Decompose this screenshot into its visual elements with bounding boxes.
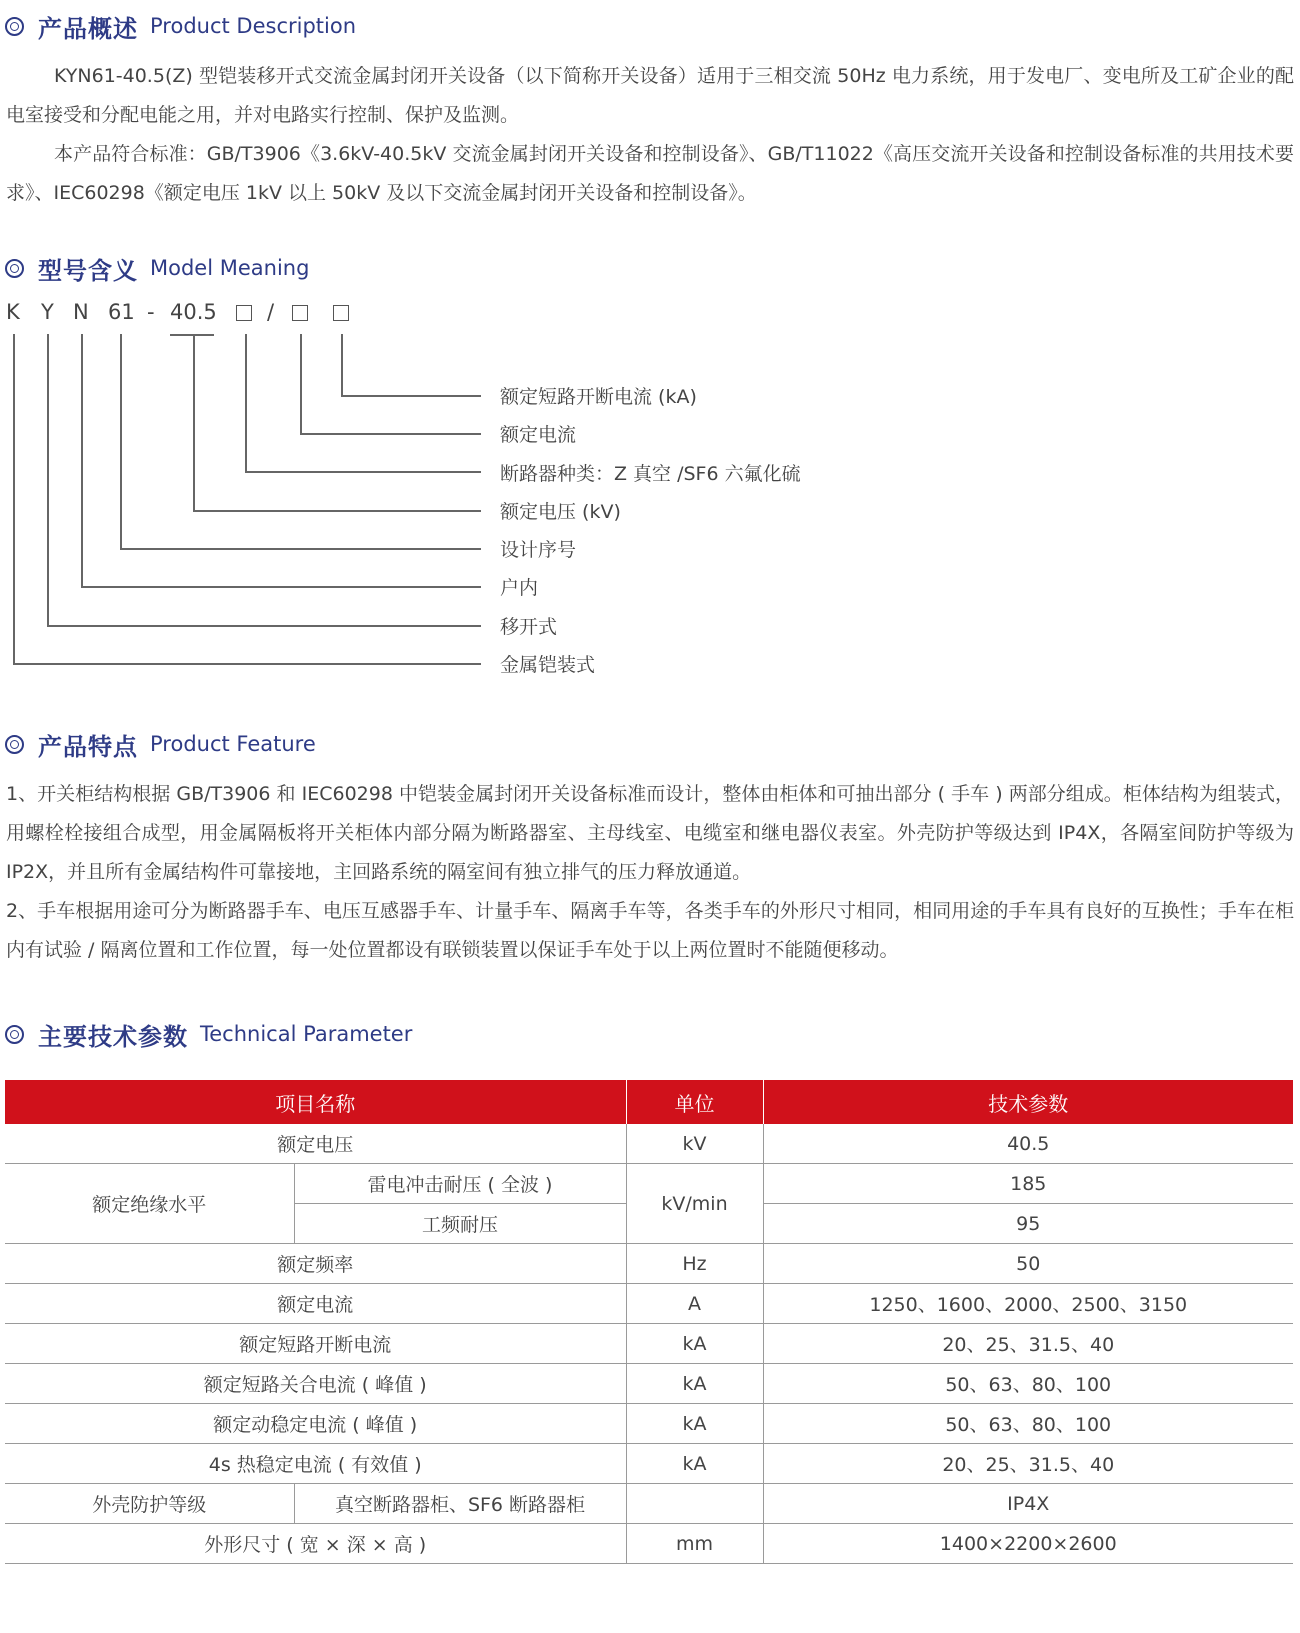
param-sub-name: 雷电冲击耐压 ( 全波 ) <box>294 1164 626 1204</box>
table-row <box>5 1444 1293 1484</box>
code-slash: / <box>267 300 275 324</box>
param-unit: Hz <box>626 1244 763 1284</box>
table-header-row <box>5 1080 1293 1124</box>
table-row <box>5 1364 1293 1404</box>
model-label: 额定电流 <box>500 424 577 446</box>
param-value: 185 <box>763 1164 1293 1204</box>
description-paragraph: KYN61-40.5(Z) 型铠装移开式交流金属封闭开关设备（以下简称开关设备）适用于三相交流 50Hz 电力系统，用于发电厂、变电所及工矿企业的配电室接受和分配电能之用，并对电路实行控制、保护及监测。 <box>6 65 1294 126</box>
table-row <box>5 1524 1293 1564</box>
header-unit: 单位 <box>626 1080 763 1124</box>
double-circle-icon <box>5 735 24 754</box>
param-group-name: 额定绝缘水平 <box>5 1164 294 1244</box>
section-title-technical <box>5 1016 412 1052</box>
param-name: 额定电流 <box>5 1284 626 1324</box>
param-value: 50 <box>763 1244 1293 1284</box>
param-name: 额定短路关合电流 ( 峰值 ) <box>5 1364 626 1404</box>
param-unit: kV <box>626 1124 763 1164</box>
param-name: 外形尺寸 ( 宽 × 深 × 高 ) <box>5 1524 626 1564</box>
param-sub-name: 工频耐压 <box>294 1204 626 1244</box>
model-label: 额定短路开断电流 (kA) <box>500 386 697 408</box>
param-sub-name: 真空断路器柜、SF6 断路器柜 <box>294 1484 626 1524</box>
param-value: 95 <box>763 1204 1293 1244</box>
double-circle-icon <box>5 17 24 36</box>
param-name: 4s 热稳定电流 ( 有效值 ) <box>5 1444 626 1484</box>
code-breaker-box <box>236 305 252 321</box>
code-current-box <box>292 305 308 321</box>
code-voltage: 40.5 <box>170 300 217 324</box>
param-name: 额定电压 <box>5 1124 626 1164</box>
param-unit: mm <box>626 1524 763 1564</box>
header-item-name: 项目名称 <box>5 1080 626 1124</box>
param-name: 额定短路开断电流 <box>5 1324 626 1364</box>
param-value: 1400×2200×2600 <box>763 1524 1293 1564</box>
table-row <box>5 1244 1293 1284</box>
standards-paragraph: 本产品符合标准：GB/T3906《3.6kV-40.5kV 交流金属封闭开关设备和控制设备》、GB/T11022《高压交流开关设备和控制设备标准的共用技术要求》、IEC60298《额定电压 1kV 以上 50kV 及以下交流金属封闭开关设备和控制设备》。 <box>6 143 1294 204</box>
model-label: 断路器种类：Z 真空 /SF6 六氟化硫 <box>500 463 801 485</box>
feature-text <box>6 775 1294 970</box>
section-title-cn: 主要技术参数 <box>38 1022 188 1051</box>
code-k: K <box>6 300 20 324</box>
section-title-cn: 产品概述 <box>38 14 138 43</box>
code-breaking-box <box>333 305 349 321</box>
model-label: 户内 <box>500 577 539 599</box>
param-value: 50、63、80、100 <box>763 1404 1293 1444</box>
code-n: N <box>73 300 89 324</box>
section-title-model <box>5 250 309 286</box>
table-row <box>5 1484 1293 1524</box>
model-label: 金属铠装式 <box>500 654 596 676</box>
model-label: 设计序号 <box>500 539 577 561</box>
section-title-feature <box>5 726 316 762</box>
section-title-en: Model Meaning <box>150 256 310 280</box>
description-text <box>6 57 1294 213</box>
table-row <box>5 1404 1293 1444</box>
technical-parameter-table <box>5 1080 1293 1564</box>
section-title-en: Technical Parameter <box>200 1022 413 1046</box>
section-title-en: Product Feature <box>150 732 316 756</box>
section-title-cn: 产品特点 <box>38 732 138 761</box>
double-circle-icon <box>5 1025 24 1044</box>
code-dash: - <box>147 300 155 324</box>
section-title-cn: 型号含义 <box>38 256 138 285</box>
param-unit: kA <box>626 1364 763 1404</box>
param-unit: A <box>626 1284 763 1324</box>
code-61: 61 <box>108 300 135 324</box>
model-label: 额定电压 (kV) <box>500 501 621 523</box>
header-value: 技术参数 <box>763 1080 1293 1124</box>
table-row <box>5 1284 1293 1324</box>
param-unit <box>626 1484 763 1524</box>
param-name: 额定动稳定电流 ( 峰值 ) <box>5 1404 626 1444</box>
param-value: 20、25、31.5、40 <box>763 1324 1293 1364</box>
param-value: 1250、1600、2000、2500、3150 <box>763 1284 1293 1324</box>
param-value: 50、63、80、100 <box>763 1364 1293 1404</box>
code-y: Y <box>41 300 54 324</box>
section-title-description <box>5 8 356 44</box>
model-label: 移开式 <box>500 616 558 638</box>
table-row <box>5 1124 1293 1164</box>
feature-paragraph: 1、开关柜结构根据 GB/T3906 和 IEC60298 中铠装金属封闭开关设备标准而设计，整体由柜体和可抽出部分 ( 手车 ) 两部分组成。柜体结构为组装式，用螺栓栓接组合成型，用金属隔板将开关柜体内部分隔为断路器室、主母线室、电缆室和继电器仪表室。外壳防护等级达到 IP4X，各隔室间防护等级为 IP2X，并且所有金属结构件可靠接地，主回路系统的隔室间有独立排气的压力释放通道。 <box>6 783 1294 883</box>
table-row <box>5 1324 1293 1364</box>
section-title-en: Product Description <box>150 14 357 38</box>
param-value: 20、25、31.5、40 <box>763 1444 1293 1484</box>
feature-paragraph: 2、手车根据用途可分为断路器手车、电压互感器手车、计量手车、隔离手车等，各类手车的外形尺寸相同，相同用途的手车具有良好的互换性；手车在柜内有试验 / 隔离位置和工作位置，每一处位置都设有联锁装置以保证手车处于以上两位置时不能随便移动。 <box>6 900 1294 961</box>
param-value: 40.5 <box>763 1124 1293 1164</box>
param-unit: kV/min <box>626 1164 763 1244</box>
param-unit: kA <box>626 1444 763 1484</box>
table-row <box>5 1164 1293 1204</box>
param-name: 额定频率 <box>5 1244 626 1284</box>
param-unit: kA <box>626 1404 763 1444</box>
param-unit: kA <box>626 1324 763 1364</box>
param-value: IP4X <box>763 1484 1293 1524</box>
param-group-name: 外壳防护等级 <box>5 1484 294 1524</box>
double-circle-icon <box>5 259 24 278</box>
